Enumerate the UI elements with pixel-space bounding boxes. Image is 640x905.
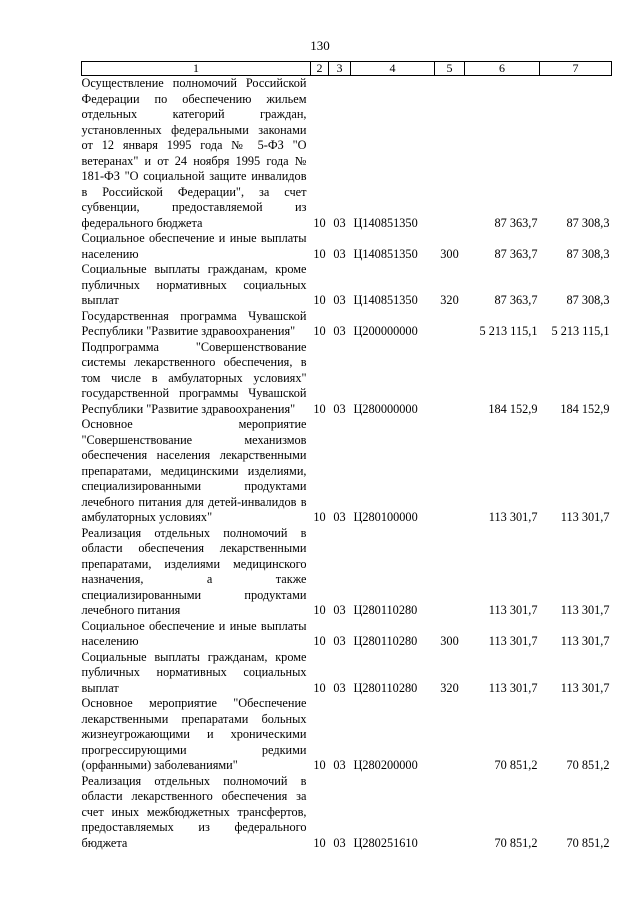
table-row	[82, 696, 612, 774]
row-expense-type: 300	[440, 634, 459, 648]
row-amount-1: 113 301,7	[488, 680, 538, 695]
row-section-code: 10	[313, 758, 326, 772]
row-section-code: 10	[313, 835, 326, 850]
table-row	[82, 417, 612, 526]
row-name: Социальное обеспечение и иные выплаты населению	[81, 231, 307, 261]
row-amount-2: 87 308,3	[566, 215, 610, 230]
row-name: Реализация отдельных полномочий в области лекарственного обеспечения за счет иных межбюджетных трансфертов, предоставляемых из федерального бюджета	[81, 773, 307, 850]
row-section-code: 10	[313, 401, 326, 416]
row-target-article: Ц280000000	[353, 401, 418, 416]
row-subsection-code: 03	[333, 215, 346, 230]
row-subsection-code: 03	[333, 680, 346, 695]
row-amount-1: 87 363,7	[494, 246, 538, 261]
row-target-article: Ц140851350	[353, 246, 418, 261]
table-row	[82, 76, 612, 232]
row-section-code: 10	[313, 634, 326, 648]
row-amount-1: 5 213 115,1	[479, 324, 538, 338]
row-subsection-code: 03	[333, 401, 346, 416]
row-amount-2: 113 301,7	[560, 510, 610, 524]
budget-table	[81, 61, 612, 851]
row-expense-type	[435, 340, 465, 418]
row-subsection-code: 03	[333, 835, 346, 850]
header-cell-5: 5	[435, 62, 465, 76]
row-target-article: Ц280110280	[353, 680, 418, 695]
row-subsection-code: 03	[333, 603, 346, 617]
row-amount-2: 113 301,7	[560, 680, 610, 695]
row-section-code: 10	[313, 293, 326, 307]
row-subsection-code: 03	[333, 758, 346, 772]
table-row	[82, 262, 612, 309]
row-name: Основное мероприятие "Совершенствование механизмов обеспечения населения лекарственными препаратами, медицинскими изделиями, специализированными продуктами лечебного питания для детей-инвалидов в амбулаторных условиях"	[81, 417, 307, 524]
row-subsection-code: 03	[333, 634, 346, 648]
row-expense-type: 320	[440, 293, 459, 307]
row-expense-type	[435, 76, 465, 232]
row-section-code: 10	[313, 603, 326, 617]
header-cell-1: 1	[82, 62, 311, 76]
table-row	[82, 309, 612, 340]
row-amount-1: 70 851,2	[494, 835, 538, 850]
row-amount-1: 113 301,7	[488, 634, 538, 648]
row-amount-1: 70 851,2	[494, 758, 538, 772]
header-cell-4: 4	[351, 62, 435, 76]
row-subsection-code: 03	[333, 510, 346, 524]
row-subsection-code: 03	[333, 293, 346, 307]
row-subsection-code: 03	[333, 246, 346, 261]
row-name: Основное мероприятие "Обеспечение лекарственными препаратами больных жизнеугрожающими и хроническими прогрессирующими редкими (орфанными) заболеваниями"	[81, 696, 307, 772]
row-target-article: Ц280200000	[353, 758, 418, 772]
row-section-code: 10	[313, 510, 326, 524]
row-section-code: 10	[313, 324, 326, 338]
header-cell-3: 3	[329, 62, 351, 76]
row-expense-type: 320	[440, 680, 459, 695]
row-name: Социальные выплаты гражданам, кроме публичных нормативных социальных выплат	[81, 262, 307, 307]
row-amount-2: 70 851,2	[566, 758, 610, 772]
row-target-article: Ц280251610	[353, 835, 418, 850]
table-row	[82, 231, 612, 262]
row-expense-type	[435, 696, 465, 774]
table-row	[82, 340, 612, 418]
row-target-article: Ц280110280	[353, 634, 418, 648]
row-expense-type	[435, 526, 465, 619]
row-target-article: Ц140851350	[353, 293, 418, 307]
row-amount-1: 87 363,7	[494, 293, 538, 307]
header-row	[82, 62, 612, 76]
table-row	[82, 650, 612, 697]
header-cell-7: 7	[540, 62, 612, 76]
row-amount-2: 87 308,3	[566, 246, 610, 261]
row-section-code: 10	[313, 680, 326, 695]
row-amount-2: 113 301,7	[560, 634, 610, 648]
row-section-code: 10	[313, 246, 326, 261]
row-amount-2: 5 213 115,1	[551, 324, 610, 338]
row-amount-1: 113 301,7	[488, 603, 538, 617]
row-target-article: Ц140851350	[353, 215, 418, 230]
row-section-code: 10	[313, 215, 326, 230]
table-row	[82, 526, 612, 619]
page-number: 130	[310, 38, 330, 53]
row-target-article: Ц280100000	[353, 510, 418, 524]
row-amount-1: 87 363,7	[494, 215, 538, 230]
row-amount-2: 113 301,7	[560, 603, 610, 617]
row-expense-type: 300	[440, 246, 459, 261]
row-amount-1: 113 301,7	[488, 510, 538, 524]
row-name: Подпрограмма "Совершенствование системы лекарственного обеспечения, в том числе в амбулаторных условиях" государственной программы Чувашской Республики "Развитие здравоохранения"	[81, 339, 307, 416]
row-subsection-code: 03	[333, 324, 346, 338]
row-expense-type	[435, 417, 465, 526]
row-expense-type	[435, 309, 465, 340]
row-amount-1: 184 152,9	[488, 401, 538, 416]
row-amount-2: 87 308,3	[566, 293, 610, 307]
row-target-article: Ц200000000	[353, 324, 418, 338]
header-cell-2: 2	[311, 62, 329, 76]
row-name: Реализация отдельных полномочий в области обеспечения лекарственными препаратами, изделиями медицинского назначения, а также специализированными продуктами лечебного питания	[81, 525, 307, 617]
table-row	[82, 619, 612, 650]
row-amount-2: 184 152,9	[560, 401, 610, 416]
table-row	[82, 774, 612, 852]
row-name: Социальное обеспечение и иные выплаты населению	[81, 618, 307, 648]
row-name: Осуществление полномочий Российской Федерации по обеспечению жильем отдельных категорий граждан, установленных федеральными законами от 12 января 1995 года № 5-ФЗ "О ветеранах" и от 24 ноября 1995 года № 181-ФЗ "О социальной защите инвалидов в Российской Федерации", за счет субвенции, предоставляемой из федерального бюджета	[81, 76, 307, 230]
row-name: Социальные выплаты гражданам, кроме публичных нормативных социальных выплат	[81, 649, 307, 695]
row-expense-type	[435, 774, 465, 852]
row-amount-2: 70 851,2	[566, 835, 610, 850]
header-cell-6: 6	[465, 62, 540, 76]
row-target-article: Ц280110280	[353, 603, 418, 617]
row-name: Государственная программа Чувашской Республики "Развитие здравоохранения"	[81, 308, 307, 338]
